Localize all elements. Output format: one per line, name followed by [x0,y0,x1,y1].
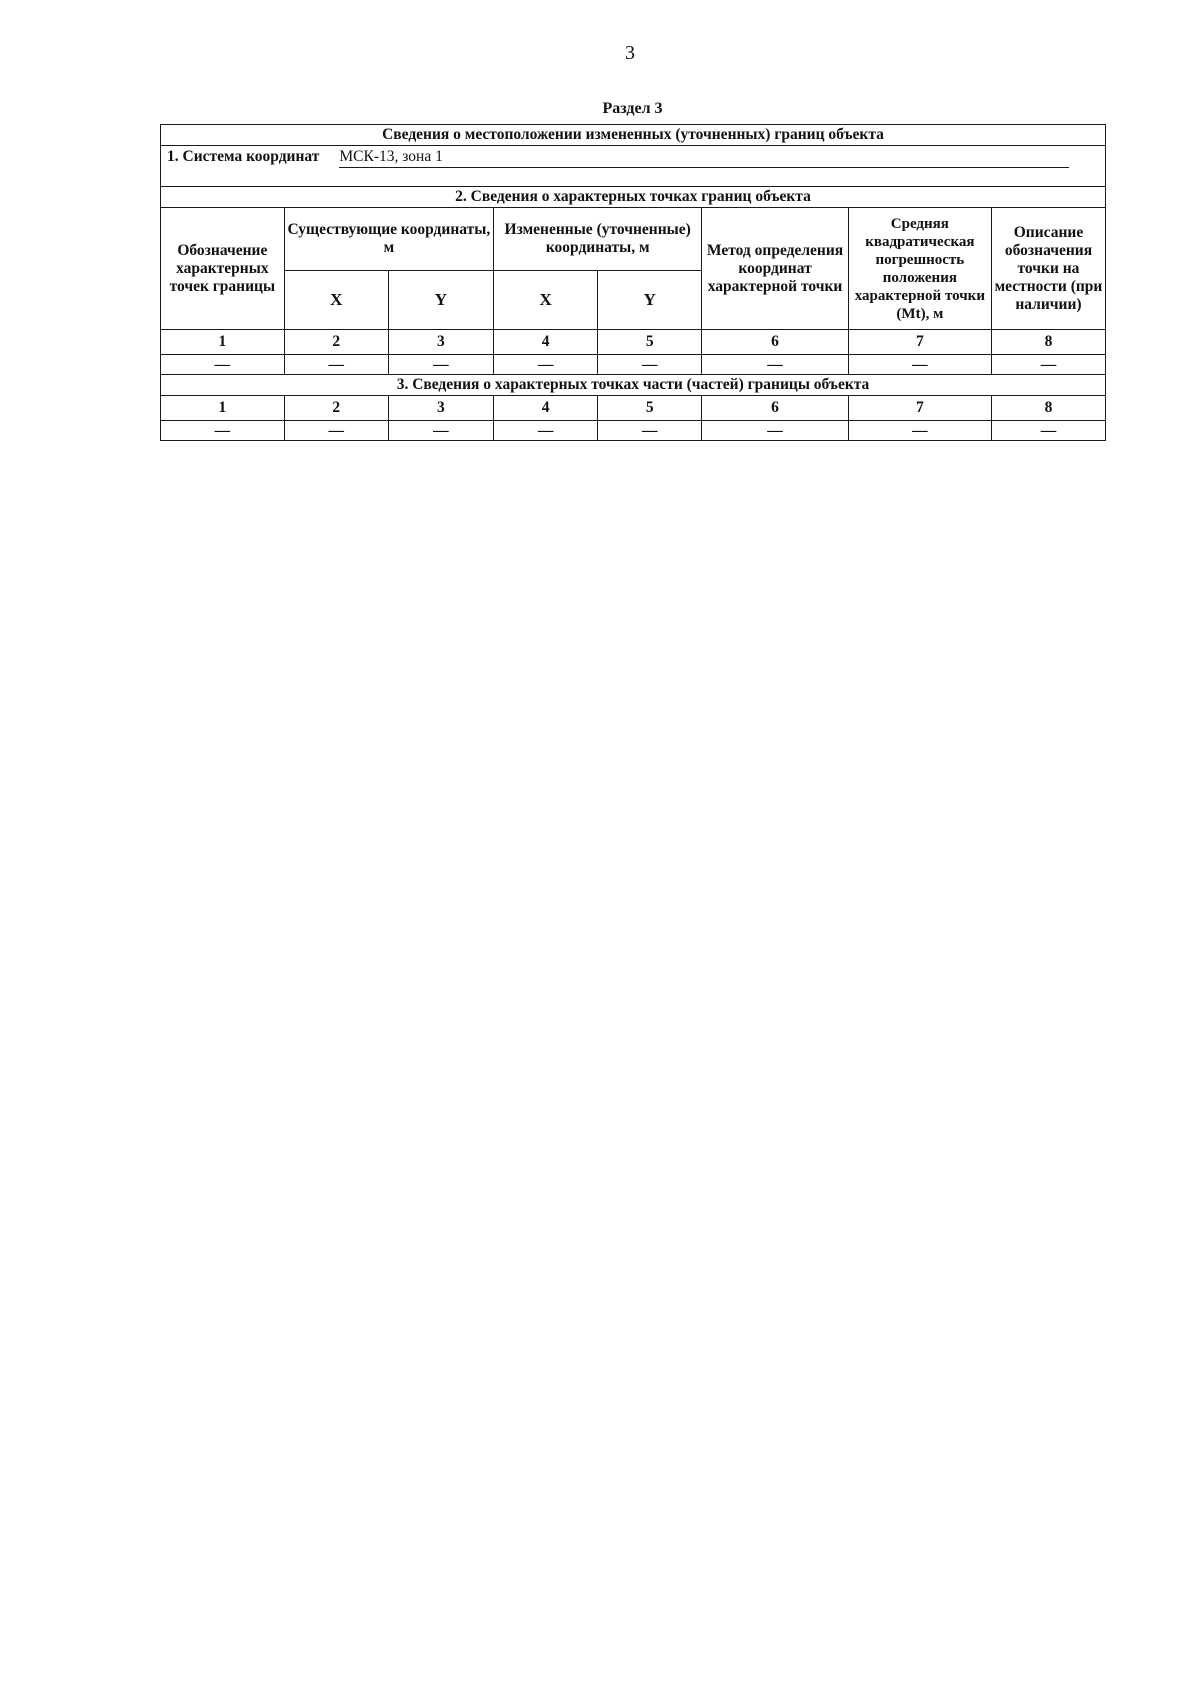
empty-cell: — [161,355,285,375]
parts-column-numbers [161,396,1106,421]
header-existing-x: X [284,271,388,330]
empty-cell: — [494,421,598,441]
column-number: 7 [848,330,991,355]
column-number: 7 [848,396,991,421]
parts-section-title: 3. Сведения о характерных точках части (частей) границы объекта [161,375,1106,396]
column-number: 8 [991,330,1105,355]
empty-cell: — [161,421,285,441]
empty-cell: — [702,421,848,441]
column-number: 3 [388,330,493,355]
column-number: 2 [284,330,388,355]
empty-cell: — [991,355,1105,375]
empty-cell: — [848,355,991,375]
empty-cell: — [388,421,493,441]
coordinate-system-label: 1. Система координат [167,147,320,165]
table-caption: Сведения о местоположении измененных (уточненных) границ объекта [161,125,1106,146]
page-number: 3 [625,42,635,64]
header-method: Метод определения координат характерной точки [702,208,848,330]
coordinate-system-spacer [161,168,1106,187]
header-changed-x: X [494,271,598,330]
column-number: 6 [702,330,848,355]
header-changed-coordinates: Измененные (уточненные) координаты, м [494,208,702,271]
header-description: Описание обозначения точки на местности (при наличии) [991,208,1105,330]
header-accuracy: Средняя квадратическая погрешность положения характерной точки (Mt), м [848,208,991,330]
empty-cell: — [494,355,598,375]
column-number: 8 [991,396,1105,421]
points-section-title: 2. Сведения о характерных точках границ объекта [161,187,1106,208]
parts-empty-row [161,421,1106,441]
column-number: 5 [598,396,702,421]
empty-cell: — [991,421,1105,441]
header-designation: Обозначение характерных точек границы [161,208,285,330]
header-existing-coordinates: Существующие координаты, м [284,208,493,271]
empty-cell: — [598,355,702,375]
empty-cell: — [598,421,702,441]
column-number: 6 [702,396,848,421]
column-number: 3 [388,396,493,421]
column-number: 2 [284,396,388,421]
empty-cell: — [388,355,493,375]
coordinate-system-value: МСК-13, зона 1 [339,147,1069,168]
header-existing-y: Y [388,271,493,330]
column-number: 5 [598,330,702,355]
empty-cell: — [702,355,848,375]
boundary-table [160,124,1106,441]
empty-cell: — [284,355,388,375]
column-number: 4 [494,396,598,421]
empty-cell: — [848,421,991,441]
column-number: 4 [494,330,598,355]
points-empty-row [161,355,1106,375]
points-column-numbers [161,330,1106,355]
empty-cell: — [284,421,388,441]
coordinate-system-row [161,146,1106,169]
column-number: 1 [161,396,285,421]
header-changed-y: Y [598,271,702,330]
section-title: Раздел 3 [602,100,663,117]
column-number: 1 [161,330,285,355]
